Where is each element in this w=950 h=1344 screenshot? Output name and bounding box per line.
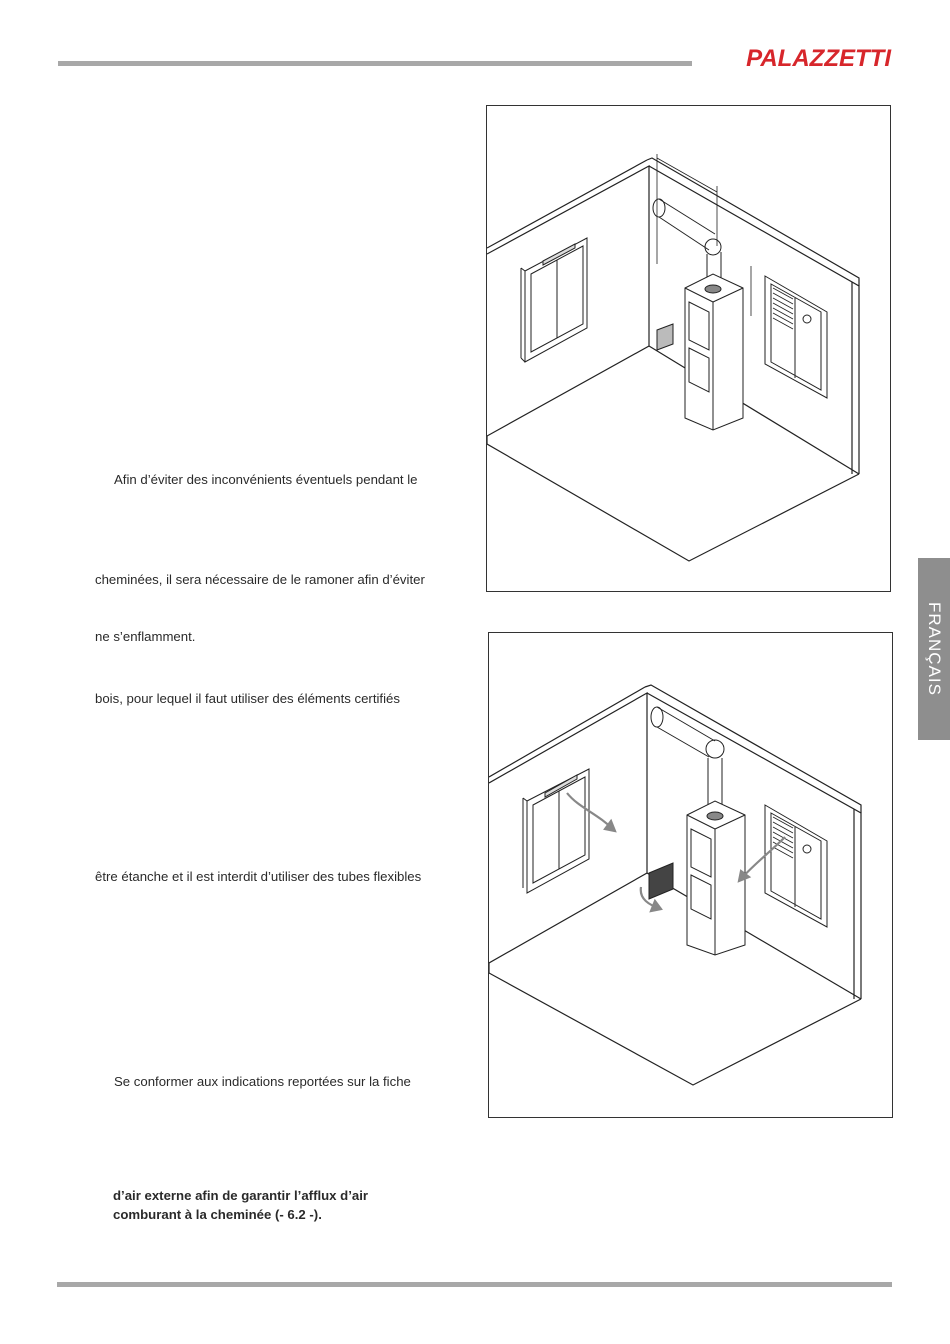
text-line-5: être étanche et il est interdit d’utiliser des tubes flexibles	[95, 869, 422, 884]
stove	[685, 274, 743, 430]
footer-rule	[57, 1282, 892, 1287]
brand-text: PALAZZETTI	[746, 45, 891, 70]
text-line-3: ne s’enflamment.	[95, 629, 196, 644]
bold-line-1: d’air externe afin de garantir l’afflux d’air	[113, 1188, 369, 1203]
flue-pipe	[653, 199, 721, 286]
flue-pipe	[651, 707, 724, 813]
bold-line-2: comburant à la cheminée (- 6.2 -).	[113, 1207, 322, 1222]
right-window	[765, 805, 827, 927]
stove	[687, 801, 745, 955]
left-window	[523, 769, 589, 893]
language-tab	[918, 558, 950, 740]
wall-vent	[657, 324, 673, 350]
text-line-2: cheminées, il sera nécessaire de le ramoner afin d’éviter	[95, 572, 425, 587]
palazzetti-logo	[713, 44, 893, 70]
text-line-6: Se conformer aux indications reportées sur la fiche	[114, 1074, 411, 1089]
language-tab-label: FRANÇAIS	[925, 602, 944, 696]
airflow-arrows	[567, 793, 785, 911]
figure-room-stove-dimensions	[486, 105, 891, 592]
left-window	[521, 238, 587, 362]
room-walls	[489, 685, 861, 1085]
text-line-1: Afin d’éviter des inconvénients éventuels pendant le	[114, 472, 418, 487]
room-walls	[487, 158, 859, 561]
header-rule	[58, 61, 692, 66]
right-window	[765, 276, 827, 398]
figure-room-stove-airflow	[488, 632, 893, 1118]
text-line-4: bois, pour lequel il faut utiliser des éléments certifiés	[95, 691, 400, 706]
wall-vent	[649, 863, 673, 899]
